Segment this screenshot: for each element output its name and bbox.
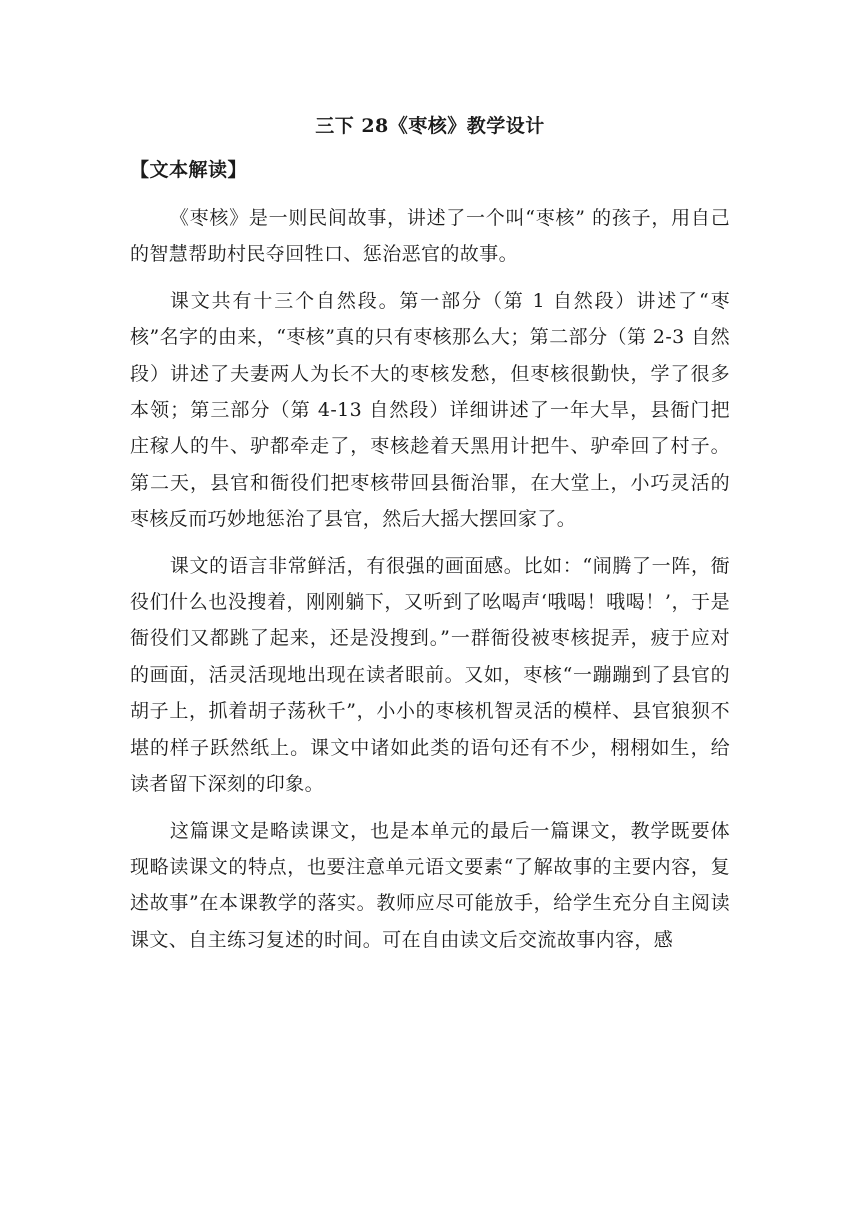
document-page	[130, 112, 730, 968]
paragraph-2: 课文共有十三个自然段。第一部分（第 1 自然段）讲述了“枣核”名字的由来，“枣核”真的只有枣核那么大；第二部分（第 2-3 自然段）讲述了夫妻两人为长不大的枣核发愁，但枣核很勤快，学了很多本领；第三部分（第 4-13 自然段）详细讲述了一年大旱，县衙门把庄稼人的牛、驴都牵走了，枣核趁着天黑用计把牛、驴牵回了村子。第二天，县官和衙役们把枣核带回县衙治罪，在大堂上，小巧灵活的枣核反而巧妙地惩治了县官，然后大摇大摆回家了。	[130, 289, 730, 531]
document-title: 三下 28《枣核》教学设计	[315, 115, 545, 137]
section-heading-text-analysis: 【文本解读】	[130, 159, 248, 181]
paragraph-3: 课文的语言非常鲜活，有很强的画面感。比如：“闹腾了一阵，衙役们什么也没搜着，刚刚躺下，又听到了吆喝声‘哦喝！哦喝！’，于是衙役们又都跳了起来，还是没搜到。”一群衙役被枣核捉弄，疲于应对的画面，活灵活现地出现在读者眼前。又如，枣核“一蹦蹦到了县官的胡子上，抓着胡子荡秋千”，小小的枣核机智灵活的模样、县官狼狈不堪的样子跃然纸上。课文中诸如此类的语句还有不少，栩栩如生，给读者留下深刻的印象。	[130, 554, 730, 796]
paragraph-4: 这篇课文是略读课文，也是本单元的最后一篇课文，教学既要体现略读课文的特点，也要注意单元语文要素“了解故事的主要内容，复述故事”在本课教学的落实。教师应尽可能放手，给学生充分自主阅读课文、自主练习复述的时间。可在自由读文后交流故事内容，感	[130, 819, 730, 951]
paragraph-1: 《枣核》是一则民间故事，讲述了一个叫“枣核” 的孩子，用自己的智慧帮助村民夺回牲口、惩治恶官的故事。	[130, 207, 730, 266]
